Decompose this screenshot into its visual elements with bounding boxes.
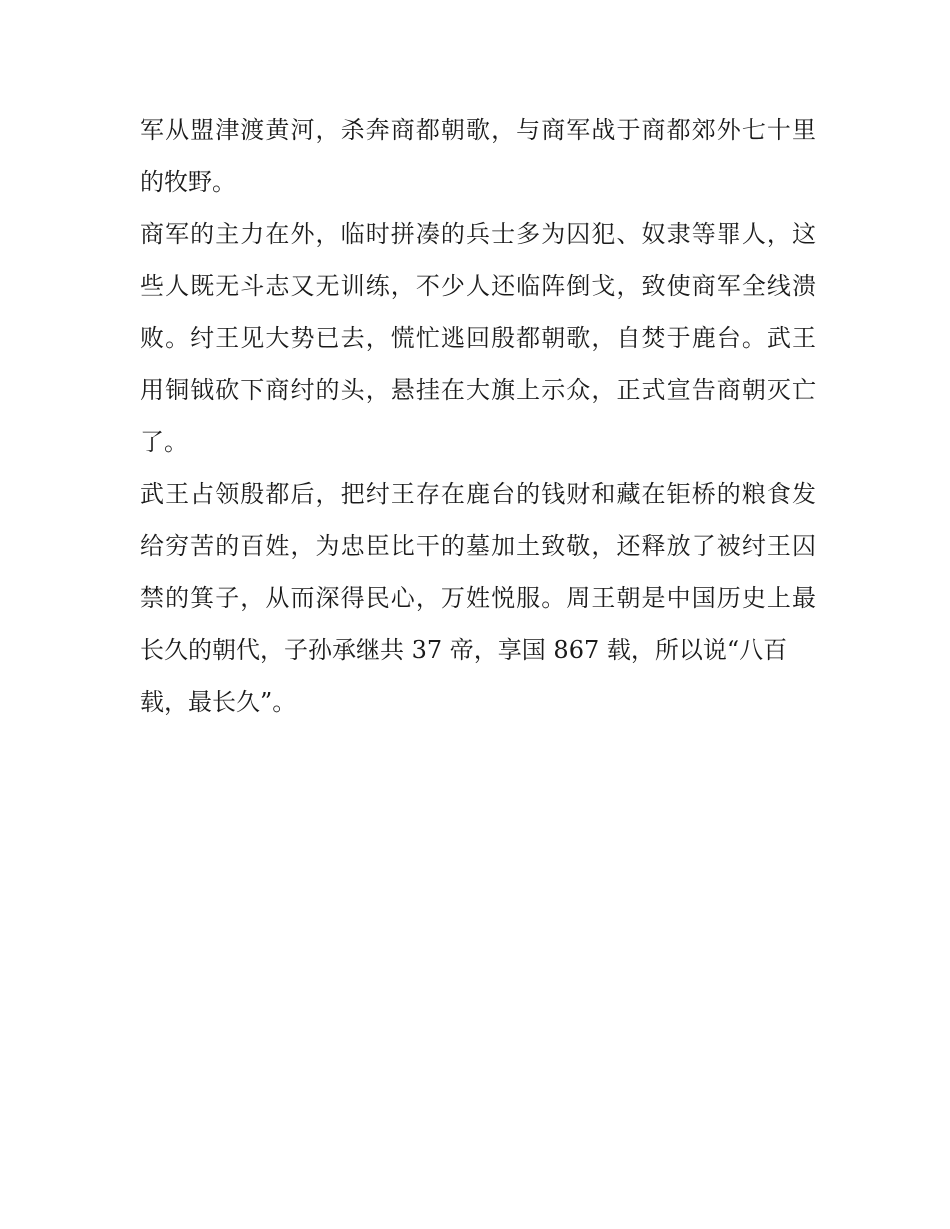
text-line: 长久的朝代，子孙承继共 37 帝，享国 867 载，所以说“八百 bbox=[140, 636, 788, 664]
paragraph-2 bbox=[140, 208, 816, 468]
text-line: 给穷苦的百姓，为忠臣比干的墓加土致敬，还释放了被纣王囚 bbox=[140, 532, 816, 560]
text-line: 败。纣王见大势已去，慌忙逃回殷都朝歌，自焚于鹿台。武王 bbox=[140, 324, 816, 352]
document-body bbox=[140, 104, 816, 728]
paragraph-3 bbox=[140, 468, 816, 728]
text-line: 军从盟津渡黄河，杀奔商都朝歌，与商军战于商都郊外七十里 bbox=[140, 116, 816, 144]
text-line: 用铜钺砍下商纣的头，悬挂在大旗上示众，正式宣告商朝灭亡 bbox=[140, 376, 816, 404]
text-line: 的牧野。 bbox=[140, 168, 236, 196]
text-line: 商军的主力在外，临时拼凑的兵士多为囚犯、奴隶等罪人，这 bbox=[140, 220, 816, 248]
text-line: 武王占领殷都后，把纣王存在鹿台的钱财和藏在钜桥的粮食发 bbox=[140, 480, 816, 508]
text-line: 禁的箕子，从而深得民心，万姓悦服。周王朝是中国历史上最 bbox=[140, 584, 816, 612]
text-line: 了。 bbox=[140, 428, 188, 456]
paragraph-1 bbox=[140, 104, 816, 208]
text-line: 些人既无斗志又无训练，不少人还临阵倒戈，致使商军全线溃 bbox=[140, 272, 816, 300]
text-line: 载，最长久”。 bbox=[140, 688, 297, 716]
